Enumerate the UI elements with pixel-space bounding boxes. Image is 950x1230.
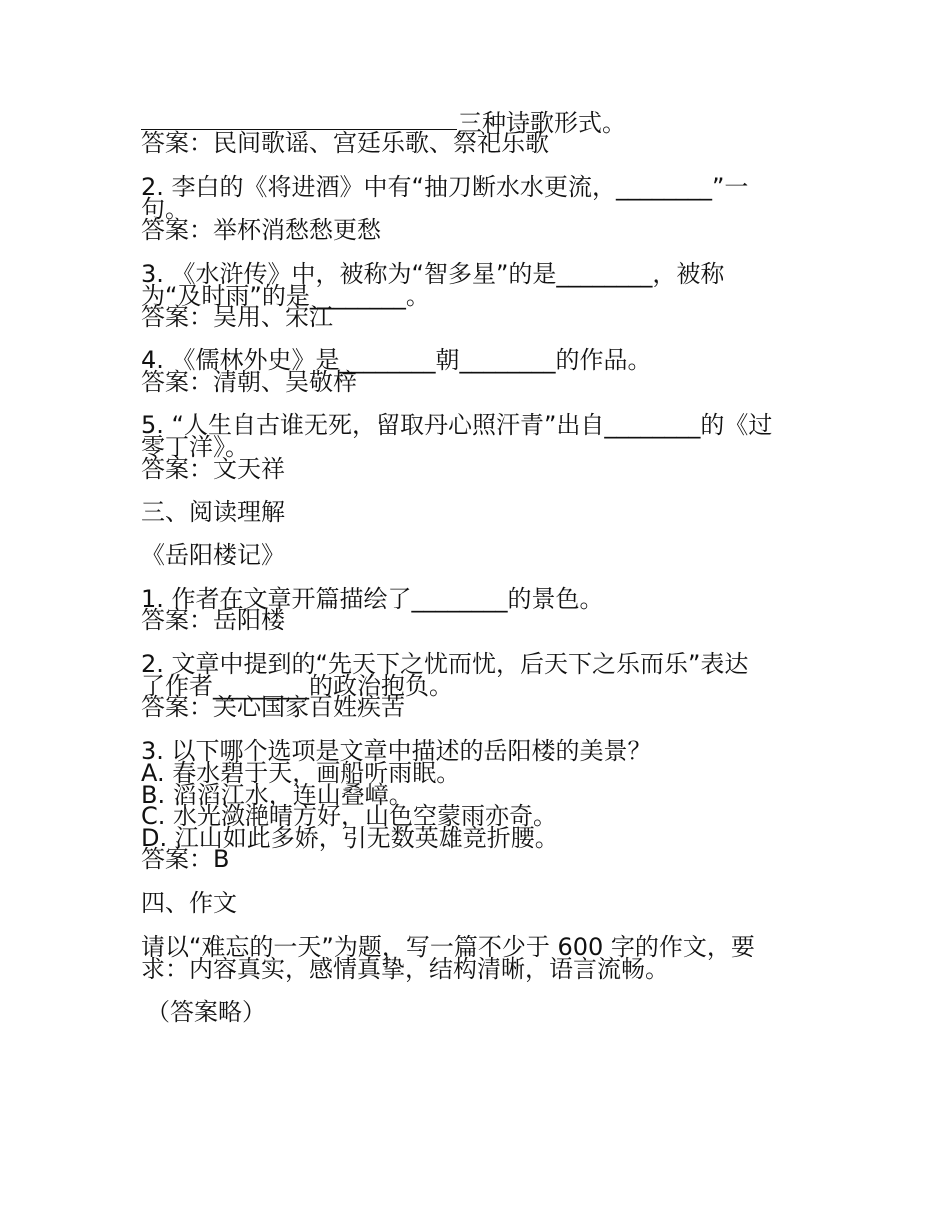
question-5-line-2: 零丁洋》。 [141, 433, 249, 461]
passage-title: 《岳阳楼记》 [141, 541, 285, 569]
reading-question-1-line-1: 1. 作者在文章开篇描绘了________的景色。 [141, 585, 604, 613]
question-4-line-1: 4. 《儒林外史》是________朝________的作品。 [141, 346, 652, 374]
reading-question-3-line-1: 3. 以下哪个选项是文章中描述的岳阳楼的美景？ [141, 737, 652, 765]
question-5-line-1: 5. “人生自古谁无死，留取丹心照汗青”出自________的《过 [141, 411, 773, 439]
reading-question-2-line-1: 2. 文章中提到的“先天下之忧而忧，后天下之乐而乐”表达 [141, 650, 749, 678]
question-tail: 三种诗歌形式。 [458, 109, 626, 137]
answer-line: 答案：关心国家百姓疾苦 [141, 693, 405, 721]
option-d: D. 江山如此多娇，引无数英雄竞折腰。 [141, 824, 559, 852]
section-heading: 四、作文 [141, 889, 237, 917]
reading-question-2-line-2: 了作者________的政治抱负。 [141, 672, 453, 700]
answer-line: 答案：文天祥 [141, 455, 285, 483]
question-3-line-2: 为“及时雨”的是________。 [141, 282, 430, 310]
option-c: C. 水光潋滟晴方好，山色空蒙雨亦奇。 [141, 802, 558, 830]
answer-line: 答案：岳阳楼 [141, 606, 285, 634]
answer-line: 答案：清朝、吴敬梓 [141, 368, 357, 396]
answer-note: （答案略） [146, 998, 266, 1026]
answer-line: 答案：民间歌谣、宫廷乐歌、祭祀乐歌 [141, 129, 549, 157]
answer-line: 答案：B [141, 845, 230, 873]
essay-prompt-line-2: 求：内容真实，感情真挚，结构清晰，语言流畅。 [141, 955, 669, 983]
answer-line: 答案：吴用、宋江 [141, 303, 333, 331]
question-2-line-2: 句。 [141, 195, 189, 223]
question-2-line-1: 2. 李白的《将进酒》中有“抽刀断水水更流，________”一 [141, 173, 749, 201]
question-3-line-1: 3. 《水浒传》中，被称为“智多星”的是________，被称 [141, 260, 725, 288]
option-a: A. 春水碧于天，画船听雨眠。 [141, 759, 461, 787]
option-b: B. 滔滔江水，连山叠嶂。 [141, 781, 413, 809]
essay-prompt-line-1: 请以“难忘的一天”为题，写一篇不少于 600 字的作文，要 [141, 933, 755, 961]
section-heading: 三、阅读理解 [141, 498, 285, 526]
answer-line: 答案：举杯消愁愁更愁 [141, 216, 381, 244]
